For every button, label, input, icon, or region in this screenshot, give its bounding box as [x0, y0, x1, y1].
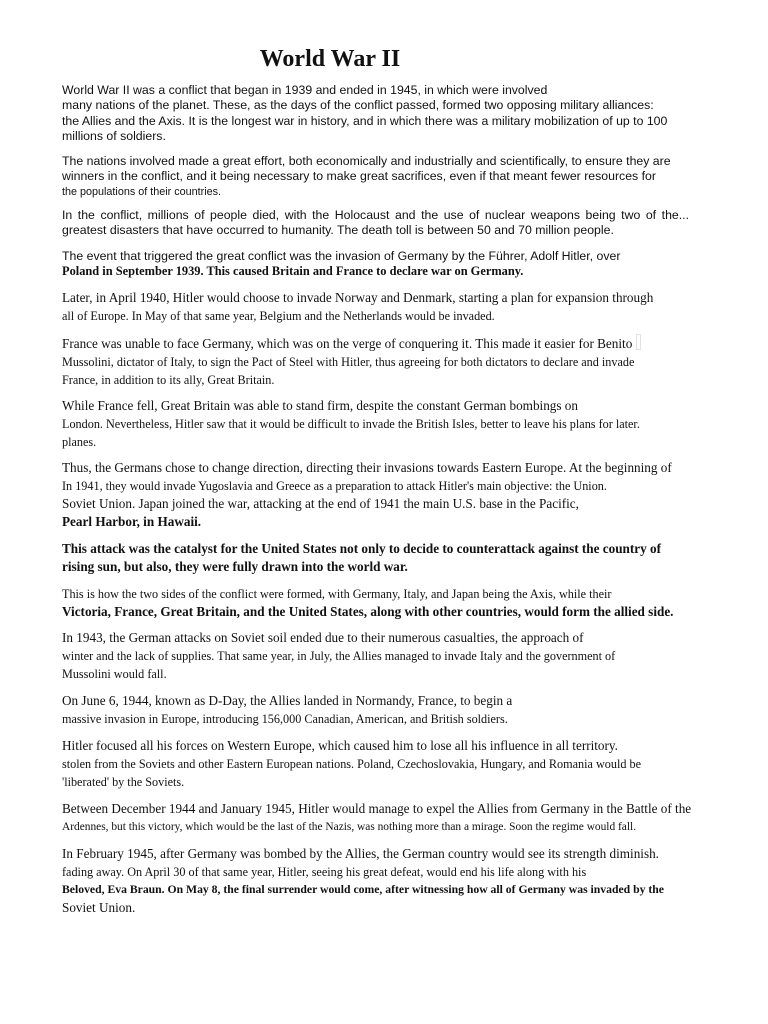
- paragraph-3: [62, 208, 689, 239]
- paragraph-2: [62, 154, 671, 200]
- text-line: all of Europe. In May of that same year, Belgium and the Netherlands would be invaded.: [62, 309, 495, 323]
- text-line: In February 1945, after Germany was bombed by the Allies, the German country would see its strength diminish.: [62, 846, 659, 861]
- paragraph-6: [62, 334, 641, 389]
- text-line: World War II was a conflict that began in 1939 and ended in 1945, in which were involved: [62, 83, 548, 97]
- text-line: Poland in September 1939. This caused Britain and France to declare war on Germany.: [62, 264, 524, 278]
- paragraph-4-bold: [62, 262, 523, 280]
- text-line: millions of soldiers.: [62, 128, 166, 143]
- placeholder-box: [636, 334, 641, 350]
- text-line: Between December 1944 and January 1945, Hitler would manage to expel the Allies from Germany in the Battle of the: [62, 801, 692, 816]
- text-line: Soviet Union.: [62, 900, 136, 915]
- paragraph-5: [62, 289, 653, 325]
- text-line: Pearl Harbor, in Hawaii.: [62, 514, 202, 529]
- text-line: The event that triggered the great conflict was the invasion of Germany by the Führer, Adolf Hitler, over: [62, 249, 621, 263]
- text-line: This is how the two sides of the conflict were formed, with Germany, Italy, and Japan being the Axis, while their: [62, 587, 612, 601]
- paragraph-12: [62, 692, 512, 728]
- text-line: winter and the lack of supplies. That same year, in July, the Allies managed to invade Italy and the government of: [62, 649, 616, 663]
- text-line: [62, 334, 641, 353]
- text-line: Beloved, Eva Braun. On May 8, the final surrender would come, after witnessing how all of Germany was invaded by the: [62, 883, 664, 896]
- text-line: 'liberated' by the Soviets.: [62, 775, 185, 789]
- text-line: The nations involved made a great effort, both economically and industrially and scientifically, to ensure they are: [62, 154, 671, 168]
- text-line: fading away. On April 30 of that same year, Hitler, seeing his great defeat, would end his life along with his: [62, 865, 587, 879]
- text-line: London. Nevertheless, Hitler saw that it would be difficult to invade the British Isles, better to leave his plans for later.: [62, 417, 640, 431]
- text-line: many nations of the planet. These, as the days of the conflict passed, formed two opposing military alliances:: [62, 98, 654, 113]
- paragraph-7: [62, 397, 640, 451]
- paragraph-1: [62, 83, 667, 144]
- paragraph-15: [62, 845, 664, 917]
- text-line: In 1941, they would invade Yugoslavia and Greece as a preparation to attack Hitler's main objective: the Union.: [62, 479, 607, 493]
- text-line: the populations of their countries.: [62, 185, 222, 198]
- paragraph-8: [62, 459, 672, 531]
- text-line: Soviet Union. Japan joined the war, attacking at the end of 1941 the main U.S. base in the Pacific,: [62, 496, 579, 511]
- text-line: Mussolini, dictator of Italy, to sign the Pact of Steel with Hitler, thus agreeing for both dictators to declare and invade: [62, 355, 635, 369]
- text-line: France, in addition to its ally, Great Britain.: [62, 373, 275, 387]
- text-line: Later, in April 1940, Hitler would choose to invade Norway and Denmark, starting a plan for expansion through: [62, 290, 654, 305]
- text-line: Mussolini would fall.: [62, 667, 167, 681]
- paragraph-14: [62, 800, 691, 836]
- paragraph-13: [62, 737, 641, 791]
- text-line: rising sun, but also, they were fully drawn into the world war.: [62, 559, 408, 574]
- text-line: Ardennes, but this victory, which would be the last of the Nazis, was nothing more than a mirage. Soon the regime would fall.: [62, 821, 637, 833]
- text-line: In 1943, the German attacks on Soviet soil ended due to their numerous casualties, the approach of: [62, 630, 584, 645]
- text-line: winners in the conflict, and it being necessary to make great sacrifices, even if that meant fewer resources for: [62, 169, 656, 184]
- text-line: Victoria, France, Great Britain, and the United States, along with other countries, would form the allied side.: [62, 604, 674, 619]
- text-line: stolen from the Soviets and other Eastern European nations. Poland, Czechoslovakia, Hungary, and Romania would be: [62, 757, 641, 771]
- page-title: World War II: [259, 46, 401, 72]
- text-line: greatest disasters that have occurred to humanity. The death toll is between 50 and 70 million people.: [62, 223, 614, 238]
- text-line: planes.: [62, 435, 97, 449]
- text-line: Thus, the Germans chose to change direction, directing their invasions towards Eastern Europe. At the beginning of: [62, 460, 672, 475]
- text-line: This attack was the catalyst for the United States not only to decide to counterattack against the country of: [62, 541, 662, 556]
- text-line: massive invasion in Europe, introducing 156,000 Canadian, American, and British soldiers.: [62, 712, 508, 726]
- paragraph-9: [62, 540, 661, 576]
- text-line: the Allies and the Axis. It is the longest war in history, and in which there was a military mobilization of up to 100: [62, 113, 668, 128]
- text-line: On June 6, 1944, known as D-Day, the Allies landed in Normandy, France, to begin a: [62, 693, 513, 708]
- text-line: While France fell, Great Britain was able to stand firm, despite the constant German bombings on: [62, 398, 578, 413]
- text-line: In the conflict, millions of people died, with the Holocaust and the use of nuclear weapons being two of the...: [62, 208, 689, 222]
- text-line-content: France was unable to face Germany, which was on the verge of conquering it. This made it easier for Benito: [62, 336, 633, 351]
- paragraph-10: [62, 585, 673, 621]
- paragraph-11: [62, 629, 615, 683]
- text-line: Hitler focused all his forces on Western Europe, which caused him to lose all his influence in all territory.: [62, 738, 618, 753]
